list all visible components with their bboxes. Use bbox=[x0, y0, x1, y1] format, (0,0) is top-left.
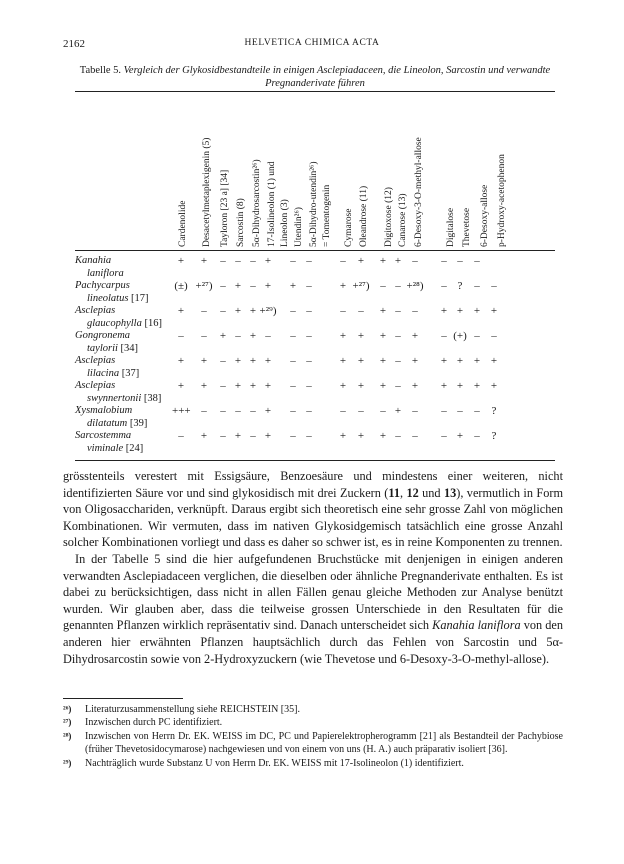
table-cell: + bbox=[411, 355, 419, 367]
plant-genus: Gongronema bbox=[75, 330, 131, 341]
plant-name bbox=[75, 280, 180, 305]
table-cell: + bbox=[440, 380, 448, 392]
table-cell: – bbox=[441, 405, 447, 417]
table-cell: + bbox=[264, 355, 272, 367]
plant-species: lilacina bbox=[87, 367, 120, 379]
table-bottom-rule bbox=[75, 460, 555, 461]
table-header-rule bbox=[75, 250, 555, 251]
table-cell: – bbox=[474, 280, 480, 292]
table-cell: + bbox=[339, 280, 347, 292]
table-cell: + bbox=[379, 255, 387, 267]
table-cell: – bbox=[250, 405, 256, 417]
table-cell: – bbox=[395, 305, 401, 317]
table-cell: + bbox=[440, 305, 448, 317]
footnote bbox=[63, 730, 563, 757]
table-cell: + bbox=[234, 380, 242, 392]
plant-species: swynnertonii bbox=[87, 392, 142, 404]
table-row bbox=[75, 280, 555, 305]
table-cell: – bbox=[201, 330, 207, 342]
table-cell: + bbox=[249, 355, 257, 367]
table-cell: + bbox=[339, 380, 347, 392]
plant-name bbox=[75, 255, 180, 280]
table-cell: – bbox=[290, 255, 296, 267]
plant-species-line bbox=[75, 418, 180, 431]
table-cell: + bbox=[357, 430, 365, 442]
table-cell: – bbox=[235, 255, 241, 267]
table-cell: (±) bbox=[174, 280, 188, 292]
table-cell: – bbox=[220, 255, 226, 267]
table-cell: + bbox=[177, 380, 185, 392]
table-cell: – bbox=[358, 305, 364, 317]
footnote-number: ²⁹) bbox=[63, 757, 72, 768]
table-cell: + bbox=[357, 255, 365, 267]
table-cell: – bbox=[441, 280, 447, 292]
table-cell: + bbox=[456, 430, 464, 442]
table-cell: – bbox=[290, 355, 296, 367]
table-row bbox=[75, 255, 555, 280]
table-cell: – bbox=[340, 255, 346, 267]
plant-genus: Sarcostemma bbox=[75, 430, 132, 441]
plant-reference: [39] bbox=[129, 417, 148, 429]
table-cell: – bbox=[380, 280, 386, 292]
plant-species: lineolatus bbox=[87, 292, 129, 304]
plant-reference: [24] bbox=[125, 442, 144, 454]
table-cell: + bbox=[456, 355, 464, 367]
plant-species: laniflora bbox=[87, 267, 124, 279]
table-cell: +²⁷) bbox=[352, 280, 370, 292]
table-cell: + bbox=[456, 305, 464, 317]
footnote bbox=[63, 716, 563, 729]
table-cell: – bbox=[380, 405, 386, 417]
column-header: Digitalose bbox=[446, 207, 456, 247]
table-cell: – bbox=[340, 405, 346, 417]
table-cell: ? bbox=[491, 430, 497, 442]
footnote bbox=[63, 703, 563, 716]
table-cell: – bbox=[306, 280, 312, 292]
table-cell: – bbox=[201, 305, 207, 317]
table-cell: + bbox=[200, 355, 208, 367]
table-cell: – bbox=[220, 430, 226, 442]
table-cell: + bbox=[177, 305, 185, 317]
table-cell: +²⁸) bbox=[406, 280, 424, 292]
plant-name bbox=[75, 355, 180, 380]
table-cell: – bbox=[306, 405, 312, 417]
footnote-text: Literaturzusammenstellung siehe REICHSTEIN [35]. bbox=[85, 704, 300, 715]
body-text bbox=[63, 468, 563, 667]
table-cell: – bbox=[250, 280, 256, 292]
table-cell: – bbox=[457, 255, 463, 267]
table-cell: + bbox=[234, 355, 242, 367]
column-header: Desacetylmetaplexigenin (5) bbox=[202, 137, 212, 247]
plant-reference: [34] bbox=[120, 342, 139, 354]
column-header: Digitoxose (12) bbox=[384, 187, 394, 247]
page-number: 2162 bbox=[63, 38, 85, 50]
table-column-headers bbox=[175, 85, 555, 249]
column-header: Sarcostin (8) bbox=[236, 198, 246, 247]
footnote-text: Inzwischen durch PC identifiziert. bbox=[85, 717, 223, 729]
plant-species: viminale bbox=[87, 442, 124, 454]
footnote-number: ²⁸) bbox=[63, 730, 72, 741]
table-cell: – bbox=[265, 330, 271, 342]
plant-species-line bbox=[75, 343, 180, 356]
table-cell: + bbox=[411, 330, 419, 342]
table-cell: + bbox=[473, 380, 481, 392]
table-cell: + bbox=[289, 280, 297, 292]
table-cell: + bbox=[490, 355, 498, 367]
column-header: 6-Desoxy-allose bbox=[480, 184, 490, 247]
table-cell: – bbox=[220, 280, 226, 292]
plant-reference: [37] bbox=[121, 367, 140, 379]
table-cell: – bbox=[178, 330, 184, 342]
plant-reference: [38] bbox=[143, 392, 162, 404]
column-header: Cymarose bbox=[344, 208, 354, 247]
table-cell: – bbox=[412, 405, 418, 417]
table-cell: – bbox=[290, 305, 296, 317]
table-cell: – bbox=[290, 380, 296, 392]
table-cell: + bbox=[357, 355, 365, 367]
column-header: Lineolon (3) bbox=[280, 199, 290, 247]
table-cell: +²⁷) bbox=[195, 280, 213, 292]
column-header: 5α-Dihydrosarcostin²⁶) bbox=[252, 159, 262, 247]
column-header: Tayloron [23 a] [34] bbox=[220, 169, 230, 247]
plant-species-line bbox=[75, 368, 180, 381]
table-cell: + bbox=[379, 305, 387, 317]
table-cell: – bbox=[220, 305, 226, 317]
footnote bbox=[63, 757, 563, 770]
footnote-number: ²⁷) bbox=[63, 717, 72, 728]
table-cell: + bbox=[411, 380, 419, 392]
table-cell: – bbox=[395, 355, 401, 367]
table-cell: – bbox=[220, 380, 226, 392]
plant-name bbox=[75, 305, 180, 330]
table-row bbox=[75, 380, 555, 405]
table-cell: – bbox=[306, 330, 312, 342]
table-cell: +++ bbox=[172, 405, 191, 417]
table-cell: – bbox=[395, 280, 401, 292]
table-cell: + bbox=[219, 330, 227, 342]
table-cell: + bbox=[177, 255, 185, 267]
table-cell: + bbox=[379, 330, 387, 342]
table-cell: – bbox=[457, 405, 463, 417]
table-cell: + bbox=[264, 430, 272, 442]
table-cell: – bbox=[441, 330, 447, 342]
table-cell: – bbox=[306, 430, 312, 442]
journal-title: HELVETICA CHIMICA ACTA bbox=[244, 38, 380, 48]
table-cell: – bbox=[235, 330, 241, 342]
table-cell: – bbox=[235, 405, 241, 417]
table-cell: + bbox=[339, 355, 347, 367]
table-cell: + bbox=[264, 380, 272, 392]
table-cell: – bbox=[441, 255, 447, 267]
plant-species-line bbox=[75, 443, 180, 456]
table-cell: + bbox=[234, 430, 242, 442]
column-header: Cardenolide bbox=[178, 200, 188, 247]
table-caption-label: Tabelle 5. bbox=[79, 65, 122, 76]
table-cell: – bbox=[412, 430, 418, 442]
table-row bbox=[75, 305, 555, 330]
table-cell: + bbox=[177, 355, 185, 367]
table-cell: – bbox=[474, 430, 480, 442]
table-cell: – bbox=[306, 380, 312, 392]
table-cell: + bbox=[490, 305, 498, 317]
plant-name bbox=[75, 430, 180, 455]
column-header: Utendin²⁶) bbox=[294, 207, 304, 247]
table-cell: + bbox=[264, 255, 272, 267]
plant-species: glaucophylla bbox=[87, 317, 142, 329]
table-cell: – bbox=[395, 380, 401, 392]
plant-genus: Asclepias bbox=[75, 380, 116, 391]
table-cell: – bbox=[201, 405, 207, 417]
table-cell: + bbox=[456, 380, 464, 392]
plant-genus: Asclepias bbox=[75, 305, 116, 316]
table-cell: – bbox=[412, 305, 418, 317]
plant-name bbox=[75, 380, 180, 405]
table-cell: + bbox=[357, 380, 365, 392]
plant-genus: Xysmalobium bbox=[75, 405, 133, 416]
column-header: = Tomentogenin bbox=[322, 184, 332, 247]
plant-species-line bbox=[75, 393, 180, 406]
column-header: 5α-Dihydro-utendin²⁶) bbox=[309, 161, 319, 247]
footnote-text: Inzwischen von Herrn Dr. EK. WEISS im DC, PC und Papierelektropherogramm [21] als Bestandteil der Pachybiose (früher Thevetosidocymarose) nachgewiesen und von einem von uns (H. A.) auch präparativ isoliert [36]. bbox=[85, 730, 563, 756]
table-cell: + bbox=[394, 405, 402, 417]
plant-name bbox=[75, 330, 180, 355]
table-cell: + bbox=[200, 380, 208, 392]
footnote-rule bbox=[63, 698, 183, 699]
column-header: 6-Desoxy-3-O-methyl-allose bbox=[414, 137, 424, 247]
table-body bbox=[75, 255, 555, 455]
table-cell: + bbox=[490, 380, 498, 392]
plant-reference: [17] bbox=[131, 292, 149, 304]
table-cell: – bbox=[358, 405, 364, 417]
table-cell: – bbox=[474, 405, 480, 417]
table-cell: – bbox=[306, 255, 312, 267]
table-cell: + bbox=[264, 405, 272, 417]
plant-genus: Kanahia bbox=[75, 255, 112, 266]
plant-species-line bbox=[75, 268, 180, 281]
table-cell: + bbox=[200, 255, 208, 267]
table-cell: – bbox=[491, 280, 497, 292]
table-cell: – bbox=[491, 330, 497, 342]
plant-genus: Asclepias bbox=[75, 355, 116, 366]
table-cell: + bbox=[200, 430, 208, 442]
column-header: Oleandrose (11) bbox=[359, 185, 369, 247]
table-cell: – bbox=[250, 430, 256, 442]
table-row bbox=[75, 330, 555, 355]
table-cell: – bbox=[290, 430, 296, 442]
table-cell: – bbox=[250, 255, 256, 267]
table-cell: – bbox=[220, 355, 226, 367]
table-cell: + bbox=[249, 305, 257, 317]
table-caption-text: Vergleich der Glykosidbestandteile in einigen Asclepiadaceen, die Lineolon, Sarcostin und verwandte Pregnanderivate führen bbox=[123, 65, 551, 89]
column-header: p-Hydroxy-acetophenon bbox=[497, 154, 507, 247]
table-cell: – bbox=[306, 305, 312, 317]
table-cell: + bbox=[473, 305, 481, 317]
plant-name bbox=[75, 405, 180, 430]
table-cell: + bbox=[249, 330, 257, 342]
table-cell: + bbox=[264, 280, 272, 292]
plant-species-line bbox=[75, 293, 180, 306]
table-cell: – bbox=[340, 305, 346, 317]
paragraph: grösstenteils verestert mit Essigsäure, Benzoesäure und mindestens einer weiteren, nicht identifizierten Säure vor und sind glykosidisch mit drei Zuckern (11, 12 und 13), vermutlich in Form von Oligosacchariden, verknüpft. Daraus ergibt sich theoretisch eine sehr grosse Zahl von möglichen Kombinationen. Wir vermuten, dass im nativen Glykosidgemisch tatsächlich eine grosse Anzahl solcher Kombinationen vorliegt und dass es daher so schwer ist, es in reine Komponenten zu trennen. bbox=[63, 469, 564, 550]
table-cell: + bbox=[440, 355, 448, 367]
table-cell: – bbox=[441, 430, 447, 442]
table-cell: + bbox=[339, 430, 347, 442]
column-header: Thevetose bbox=[462, 207, 472, 247]
plant-species-line bbox=[75, 318, 180, 331]
table-cell: – bbox=[178, 430, 184, 442]
running-header bbox=[63, 38, 561, 52]
table-cell: + bbox=[394, 255, 402, 267]
table-cell: – bbox=[474, 330, 480, 342]
table-cell: + bbox=[357, 330, 365, 342]
table-row bbox=[75, 405, 555, 430]
table-cell: + bbox=[379, 430, 387, 442]
table-row bbox=[75, 430, 555, 455]
plant-species: taylorii bbox=[87, 342, 118, 354]
table-cell: + bbox=[379, 355, 387, 367]
table-cell: – bbox=[474, 255, 480, 267]
footnotes bbox=[63, 703, 563, 770]
table-cell: – bbox=[220, 405, 226, 417]
plant-reference: [16] bbox=[144, 317, 162, 329]
table-cell: – bbox=[290, 405, 296, 417]
table-cell: + bbox=[473, 355, 481, 367]
paragraph: In der Tabelle 5 sind die hier aufgefundenen Bruchstücke mit denjenigen in einigen anderen verwandten Asclepiadaceen verglichen, die dieselben oder ähnliche Pregnanderivate enthalten. Es ist dabei zu berücksichtigen, dass nicht in allen Fällen genau gleiche Methoden zur Analyse benützt wurden. Wir glauben aber, dass die teilweise grossen Unterschiede in den Resultaten für die genannten Pflanzen wirklich repräsentativ sind. Danach unterscheidet sich Kanahia laniflora von den anderen hier erwähnten Pflanzen hauptsächlich durch das Fehlen von Sarcostin und 5α-Dihydrosarcostin sowie von 2-Hydroxyzuckern (wie Thevetose und 6-Desoxy-3-O-methyl-allose). bbox=[63, 551, 563, 666]
footnote-text: Nachträglich wurde Substanz U von Herrn Dr. EK. WEISS mit 17-Isolineolon (1) identifiziert. bbox=[85, 757, 464, 769]
table-cell: (+) bbox=[453, 330, 467, 342]
table-cell: + bbox=[234, 280, 242, 292]
column-header: Canarose (13) bbox=[398, 193, 408, 247]
table-cell: +²⁹) bbox=[259, 305, 277, 317]
table-cell: + bbox=[339, 330, 347, 342]
table-cell: – bbox=[395, 330, 401, 342]
footnote-number: ²⁶) bbox=[63, 704, 72, 714]
plant-genus: Pachycarpus bbox=[75, 280, 130, 291]
table-cell: – bbox=[306, 355, 312, 367]
table-row bbox=[75, 355, 555, 380]
table-cell: + bbox=[249, 380, 257, 392]
table-cell: – bbox=[395, 430, 401, 442]
table-cell: ? bbox=[457, 280, 463, 292]
table-cell: – bbox=[290, 330, 296, 342]
table-cell: – bbox=[412, 255, 418, 267]
table-cell: ? bbox=[491, 405, 497, 417]
column-header: 17-Isolineolon (1) und bbox=[267, 161, 277, 247]
plant-species: dilatatum bbox=[87, 417, 128, 429]
table-cell: + bbox=[234, 305, 242, 317]
table-cell: + bbox=[379, 380, 387, 392]
